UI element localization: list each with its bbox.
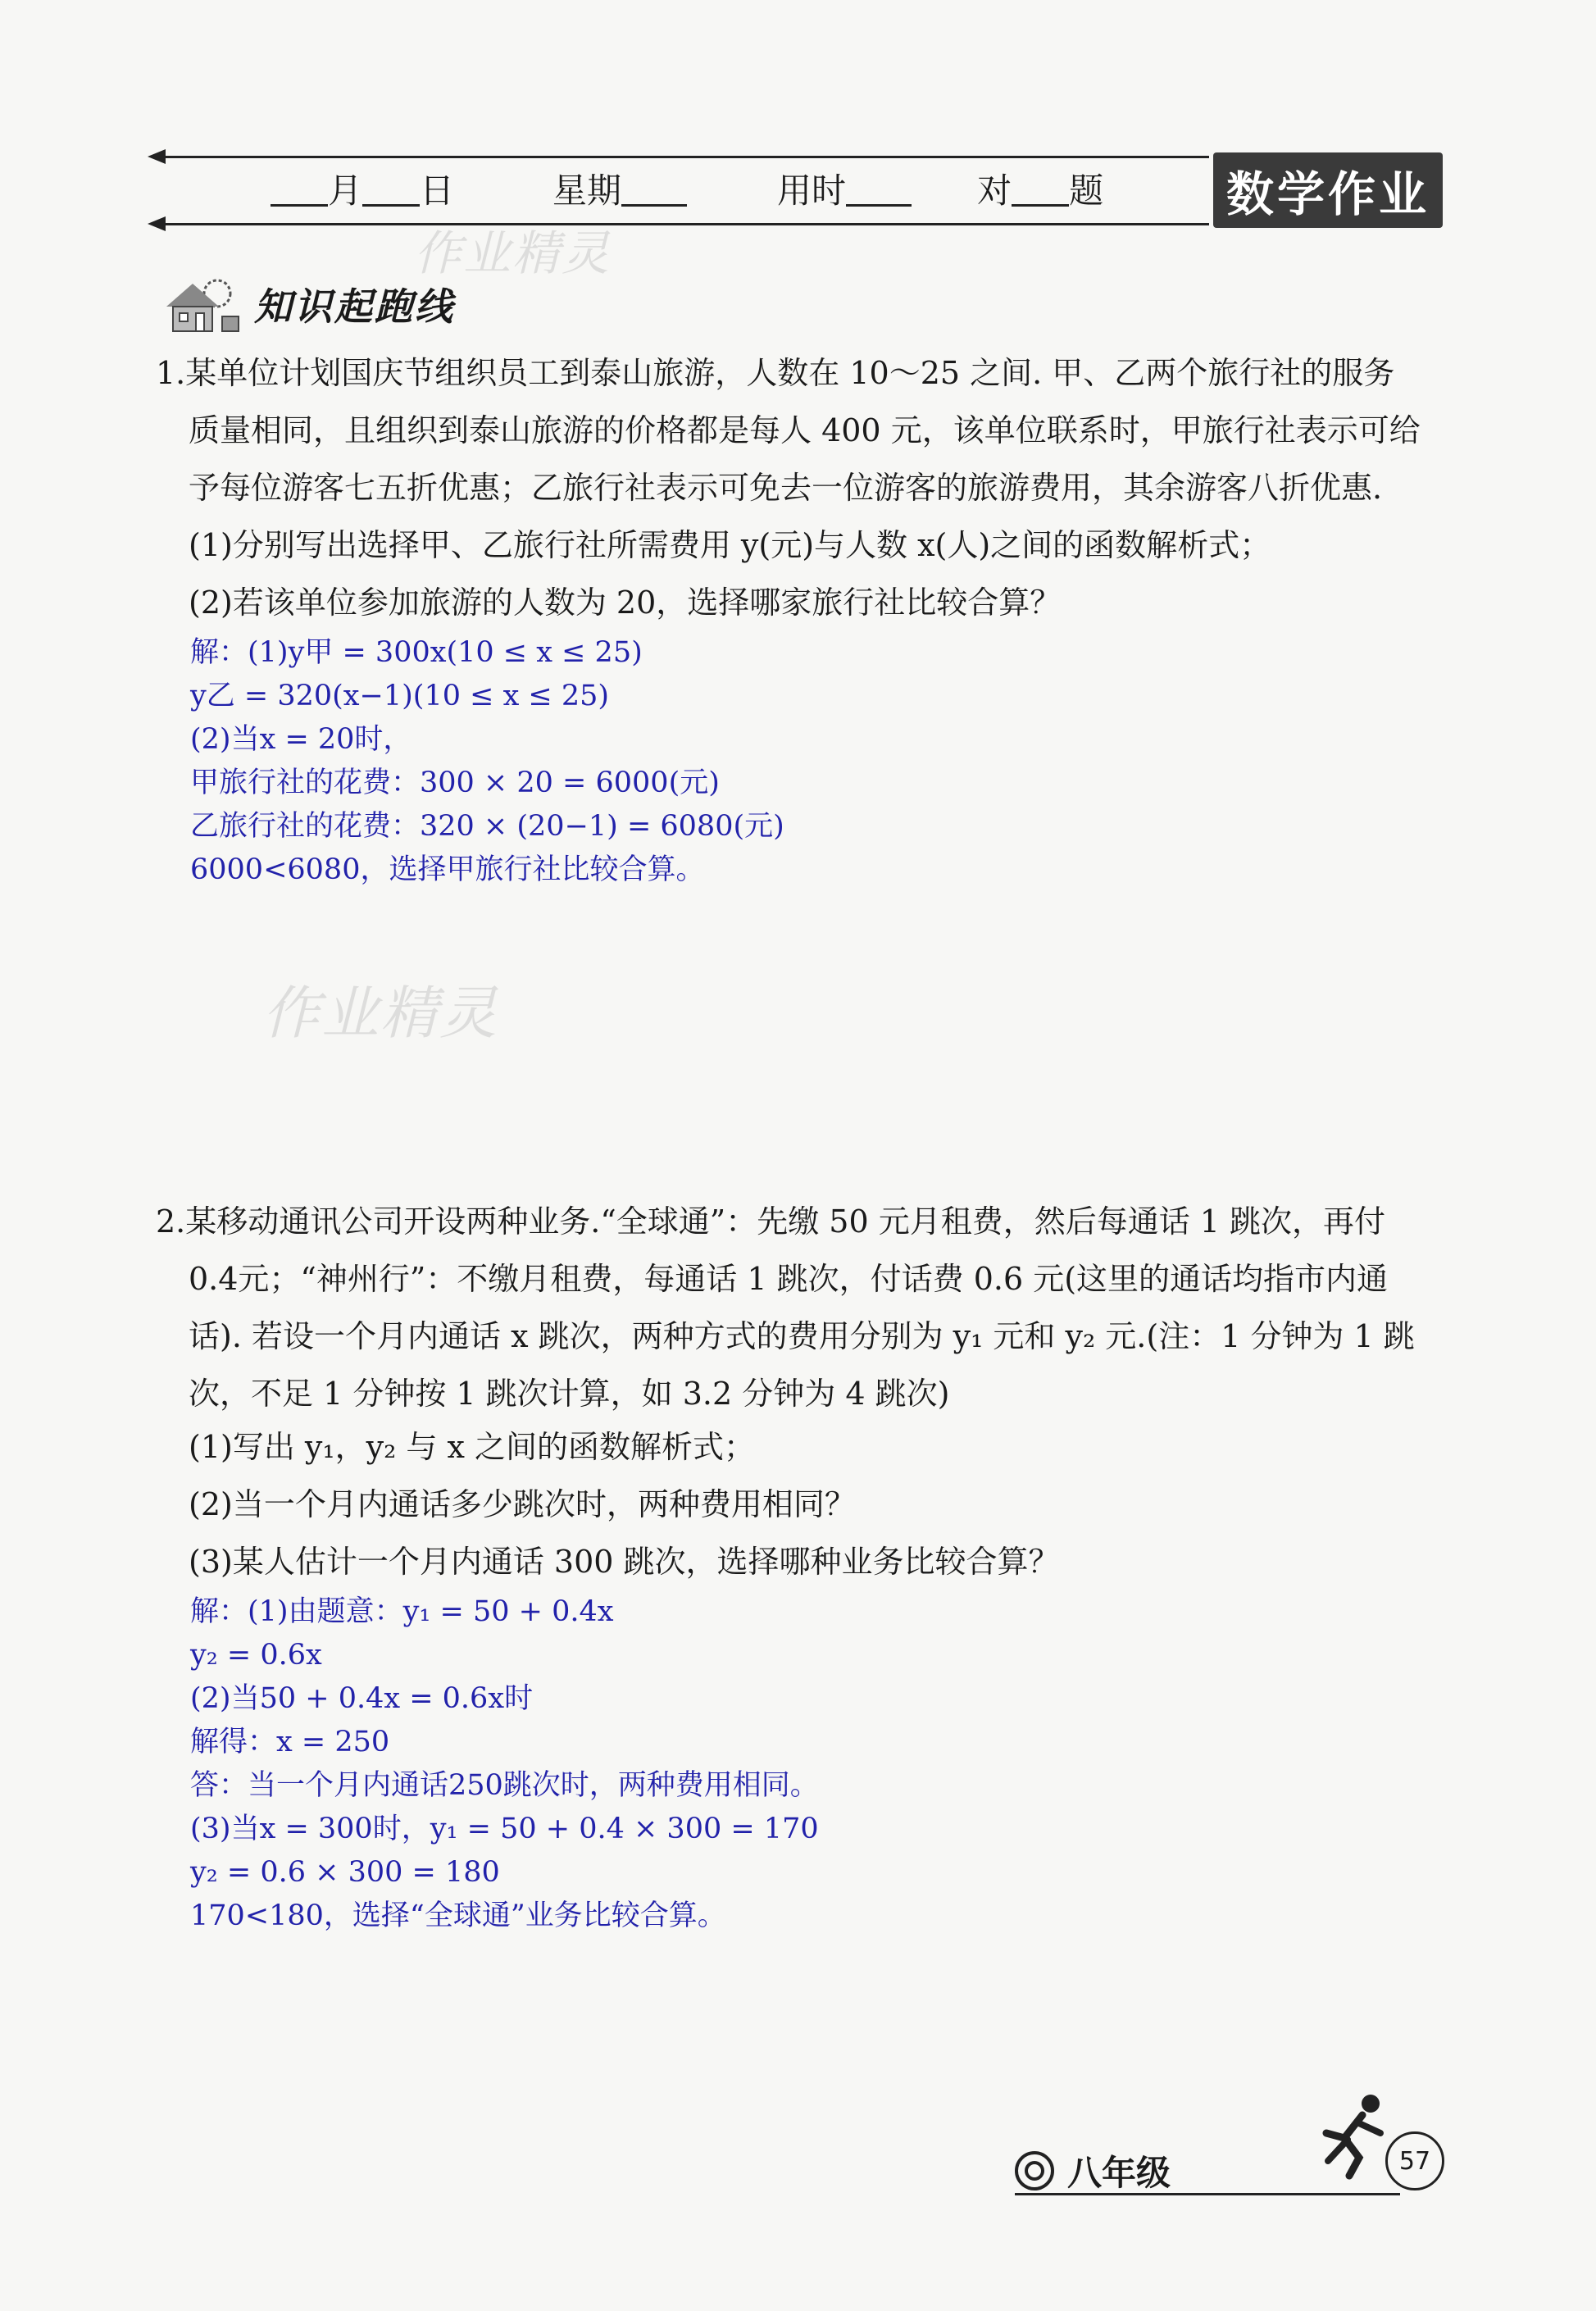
problem-1-question-1: (1)分别写出选择甲、乙旅行社所需费用 y(元)与人数 x(人)之间的函数解析式； — [189, 527, 1271, 563]
answer-line: (3)当x = 300时，y₁ = 50 + 0.4 × 300 = 170 — [190, 1813, 819, 1845]
problem-2-question-1: (1)写出 y₁，y₂ 与 x 之间的函数解析式； — [189, 1429, 755, 1465]
header-rule-top — [152, 156, 1209, 158]
weekday-blank[interactable] — [621, 171, 687, 207]
header-fields — [271, 164, 1103, 213]
problem-1-line: 予每位游客七五折优惠；乙旅行社表示可免去一位游客的旅游费用，其余游客八折优惠. — [189, 470, 1383, 506]
weekday-label: 星期 — [552, 171, 622, 211]
answer-line: (2)当50 + 0.4x = 0.6x时 — [190, 1682, 534, 1715]
answer-line: y乙 = 320(x−1)(10 ≤ x ≤ 25) — [190, 680, 610, 712]
problem-2-line: 2.某移动通讯公司开设两种业务.“全球通”：先缴 50 元月租费，然后每通话 1 跳次，再付 — [156, 1203, 1386, 1240]
watermark-top: 作业精灵 — [414, 225, 612, 281]
problem-1-answer — [190, 631, 784, 892]
time-used-blank[interactable] — [846, 171, 912, 207]
answer-line: 解：(1)由题意：y₁ = 50 + 0.4x — [190, 1595, 614, 1628]
problem-2-line: 话). 若设一个月内通话 x 跳次，两种方式的费用分别为 y₁ 元和 y₂ 元.(注：1 分钟为 1 跳 — [189, 1318, 1415, 1354]
problem-1-line: 1.某单位计划国庆节组织员工到泰山旅游，人数在 10～25 之间. 甲、乙两个旅行社的服务 — [156, 355, 1395, 391]
problem-2-question-3: (3)某人估计一个月内通话 300 跳次，选择哪种业务比较合算？ — [189, 1544, 1060, 1580]
page-number: 57 — [1385, 2131, 1444, 2190]
correct-label: 对 — [977, 171, 1012, 211]
problem-2-text — [156, 1193, 1451, 1422]
house-sun-icon — [160, 271, 242, 336]
day-blank[interactable] — [362, 171, 420, 207]
answer-line: 6000<6080，选择甲旅行社比较合算。 — [190, 853, 705, 886]
answer-line: 答：当一个月内通话250跳次时，两种费用相同。 — [190, 1769, 819, 1802]
problem-1-question-2: (2)若该单位参加旅游的人数为 20，选择哪家旅行社比较合算？ — [189, 585, 1062, 621]
answer-line: 解得：x = 250 — [190, 1726, 390, 1758]
problem-2-line: 次，不足 1 分钟按 1 跳次计算，如 3.2 分钟为 4 跳次) — [189, 1376, 950, 1412]
subject-badge: 数学作业 — [1213, 152, 1443, 228]
correct-blank[interactable] — [1012, 171, 1069, 207]
problem-2-answer — [190, 1590, 819, 1938]
answer-line: 解：(1)y甲 = 300x(10 ≤ x ≤ 25) — [190, 636, 643, 669]
answer-line: y₂ = 0.6 × 300 = 180 — [190, 1856, 500, 1889]
answer-line: y₂ = 0.6x — [190, 1639, 322, 1672]
answer-line: 170<180，选择“全球通”业务比较合算。 — [190, 1899, 726, 1932]
answer-line: (2)当x = 20时， — [190, 723, 412, 756]
time-used-label: 用时 — [777, 171, 847, 211]
questions-label: 题 — [1069, 171, 1104, 211]
problem-2-line: 0.4元；“神州行”：不缴月租费，每通话 1 跳次，付话费 0.6 元(这里的通话均指市内通 — [189, 1261, 1389, 1297]
spiral-icon — [1015, 2151, 1054, 2190]
month-blank[interactable] — [271, 171, 328, 207]
answer-line: 甲旅行社的花费：300 × 20 = 6000(元) — [190, 767, 720, 799]
problem-1-line: 质量相同，且组织到泰山旅游的价格都是每人 400 元，该单位联系时，甲旅行社表示可给 — [189, 412, 1421, 448]
header-rule-bottom — [152, 223, 1209, 225]
problem-1-text — [156, 344, 1451, 516]
problem-2-question-2: (2)当一个月内通话多少跳次时，两种费用相同？ — [189, 1486, 856, 1522]
month-label: 月 — [328, 171, 363, 211]
answer-line: 乙旅行社的花费：320 × (20−1) = 6080(元) — [190, 810, 784, 843]
grade-label: 八年级 — [1067, 2153, 1171, 2193]
day-label: 日 — [420, 171, 455, 211]
footer-rule — [1015, 2193, 1400, 2195]
watermark-middle: 作业精灵 — [262, 980, 498, 1047]
footer-grade — [1015, 2146, 1171, 2195]
section-title: 知识起跑线 — [254, 284, 455, 329]
